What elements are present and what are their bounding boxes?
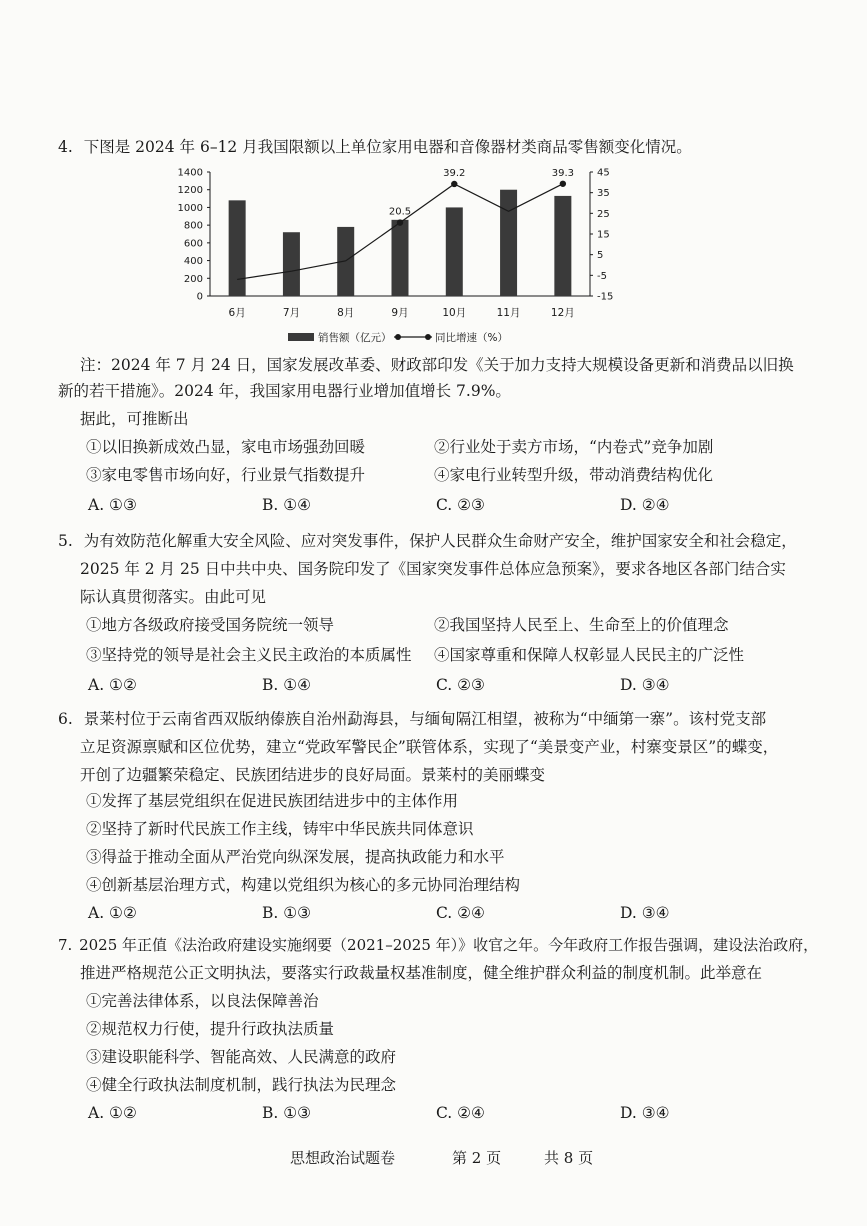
- q7-stem-line2: 推进严格规范公正文明执法，要落实行政裁量权基准制度，健全维护群众利益的制度机制。此举意在: [80, 964, 763, 982]
- q4-answer-c[interactable]: C. ②③: [436, 496, 485, 514]
- q4-lead: 据此，可推断出: [80, 410, 189, 428]
- q6-option-1: ①发挥了基层党组织在促进民族团结进步中的主体作用: [86, 792, 459, 810]
- sales-bar: [500, 190, 517, 296]
- q7-option-2: ②规范权力行使，提升行政执法质量: [86, 1020, 335, 1038]
- q7-answer-c[interactable]: C. ②④: [436, 1104, 485, 1122]
- q7-number: 7.: [58, 936, 73, 954]
- q4-answer-d[interactable]: D. ②④: [620, 496, 670, 514]
- x-tick-label: 6月: [228, 307, 246, 319]
- chart-legend: [288, 331, 508, 344]
- footer-page: 第 2 页: [452, 1149, 502, 1167]
- sales-bar: [229, 200, 246, 296]
- left-tick-label: 0: [196, 291, 203, 303]
- q6-answer-d[interactable]: D. ③④: [620, 904, 670, 922]
- q6-option-4: ④创新基层治理方式，构建以党组织为核心的多元协同治理结构: [86, 876, 521, 894]
- q6-answer-a[interactable]: A. ①②: [88, 904, 137, 922]
- q7-option-4: ④健全行政执法制度机制，践行执法为民理念: [86, 1076, 397, 1094]
- footer-total: 共 8 页: [544, 1149, 594, 1167]
- q5-option-3: ③坚持党的领导是社会主义民主政治的本质属性: [86, 646, 412, 664]
- x-tick-label: 9月: [391, 307, 409, 319]
- q5-answer-b[interactable]: B. ①④: [262, 676, 312, 694]
- q6-stem-line3: 开创了边疆繁荣稳定、民族团结进步的良好局面。景莱村的美丽蝶变: [80, 766, 546, 784]
- legend-bar-swatch: [288, 333, 314, 341]
- q7-stem-text: 2025 年正值《法治政府建设实施纲要（2021–2025 年）》收官之年。今年政府工作报告强调，建设法治政府，: [79, 936, 819, 954]
- sales-bar: [283, 232, 300, 296]
- q6-stem-text: 景莱村位于云南省西双版纳傣族自治州勐海县，与缅甸隔江相望，被称为“中缅第一寨”。该村党支部: [83, 710, 767, 728]
- left-tick-label: 800: [183, 220, 203, 232]
- q5-stem-text: 为有效防范化解重大安全风险、应对突发事件，保护人民群众生命财产安全，维护国家安全和社会稳定，: [83, 532, 797, 550]
- q6-answer-b[interactable]: B. ①③: [262, 904, 312, 922]
- sales-bar: [446, 207, 463, 296]
- q5-answer-c[interactable]: C. ②③: [436, 676, 485, 694]
- right-tick-label: 5: [597, 250, 604, 262]
- sales-bar: [554, 196, 571, 296]
- q5-option-4: ④国家尊重和保障人权彰显人民民主的广泛性: [434, 646, 745, 664]
- q6-stem-line2: 立足资源禀赋和区位优势，建立“党政军警民企”联管体系，实现了“美景变产业，村寨变景区”的蝶变，: [80, 738, 779, 756]
- q5-number: 5.: [58, 532, 73, 550]
- q6-number: 6.: [58, 710, 73, 728]
- q4-number: 4.: [58, 138, 73, 156]
- q7-answer-b[interactable]: B. ①③: [262, 1104, 312, 1122]
- right-tick-label: 35: [597, 188, 610, 200]
- q5-option-2: ②我国坚持人民至上、生命至上的价值理念: [434, 616, 729, 634]
- q4-stem: 下图是 2024 年 6–12 月我国限额以上单位家用电器和音像器材类商品零售额变化情况。: [83, 138, 692, 156]
- q6-option-3: ③得益于推动全面从严治党向纵深发展，提高执政能力和水平: [86, 848, 505, 866]
- legend-bar-label: 销售额（亿元）: [318, 332, 392, 344]
- sales-bar: [392, 220, 409, 296]
- q6-answer-c[interactable]: C. ②④: [436, 904, 485, 922]
- x-tick-label: 8月: [337, 307, 355, 319]
- q5-stem-line2: 2025 年 2 月 25 日中共中央、国务院印发了《国家突发事件总体应急预案》，要求各地区各部门结合实: [80, 560, 786, 578]
- q7-stem-line1: [58, 934, 818, 956]
- q5-answer-d[interactable]: D. ③④: [620, 676, 670, 694]
- q7-option-1: ①完善法律体系，以良法保障善治: [86, 992, 319, 1010]
- x-tick-label: 7月: [282, 307, 301, 319]
- right-tick-label: 25: [597, 208, 610, 220]
- q7-answer-a[interactable]: A. ①②: [88, 1104, 137, 1122]
- x-tick-label: 12月: [550, 307, 575, 319]
- q4-option-3: ③家电零售市场向好，行业景气指数提升: [86, 466, 366, 484]
- q4-option-1: ①以旧换新成效凸显，家电市场强劲回暖: [86, 438, 366, 456]
- q4-stem-line: [58, 136, 692, 158]
- q5-stem-line1: [58, 530, 797, 552]
- left-tick-label: 1000: [177, 202, 203, 214]
- q5-stem-line3: 际认真贯彻落实。由此可见: [80, 588, 267, 606]
- q6-option-2: ②坚持了新时代民族工作主线，铸牢中华民族共同体意识: [86, 820, 474, 838]
- q4-note-line1: 注：2024 年 7 月 24 日，国家发展改革委、财政部印发《关于加力支持大规模设备更新和消费品以旧换: [80, 356, 794, 374]
- x-tick-label: 11月: [496, 307, 521, 319]
- q4-chart: [170, 160, 650, 350]
- x-tick-label: 10月: [442, 307, 467, 319]
- legend-line-marker: [395, 334, 401, 340]
- q4-answer-a[interactable]: A. ①③: [88, 496, 137, 514]
- right-tick-label: 15: [597, 229, 610, 241]
- q7-answer-d[interactable]: D. ③④: [620, 1104, 670, 1122]
- footer-title: 思想政治试题卷: [290, 1149, 396, 1167]
- growth-point: [451, 181, 457, 187]
- q4-note-line2: 新的若干措施》。2024 年，我国家用电器行业增加值增长 7.9%。: [58, 382, 511, 400]
- legend-line-label: 同比增速（%）: [435, 332, 508, 344]
- right-tick-label: -5: [597, 270, 607, 282]
- right-tick-label: -15: [597, 291, 614, 303]
- q5-answer-a[interactable]: A. ①②: [88, 676, 137, 694]
- q7-option-3: ③建设职能科学、智能高效、人民满意的政府: [86, 1048, 397, 1066]
- legend-line-marker: [425, 334, 431, 340]
- left-tick-label: 200: [183, 273, 203, 285]
- q4-option-2: ②行业处于卖方市场，“内卷式”竞争加剧: [434, 438, 714, 456]
- growth-data-label: 20.5: [388, 206, 412, 218]
- q6-stem-line1: [58, 708, 766, 730]
- q5-option-1: ①地方各级政府接受国务院统一领导: [86, 616, 335, 634]
- growth-data-label: 39.3: [551, 167, 574, 179]
- q4-answer-b[interactable]: B. ①④: [262, 496, 312, 514]
- left-tick-label: 1400: [177, 167, 203, 179]
- right-tick-label: 45: [597, 167, 610, 179]
- growth-point: [397, 219, 403, 225]
- q4-option-4: ④家电行业转型升级，带动消费结构优化: [434, 466, 714, 484]
- growth-point: [560, 181, 566, 187]
- left-tick-label: 600: [183, 238, 203, 250]
- left-tick-label: 1200: [177, 185, 203, 197]
- growth-data-label: 39.2: [443, 167, 466, 179]
- left-tick-label: 400: [183, 256, 203, 268]
